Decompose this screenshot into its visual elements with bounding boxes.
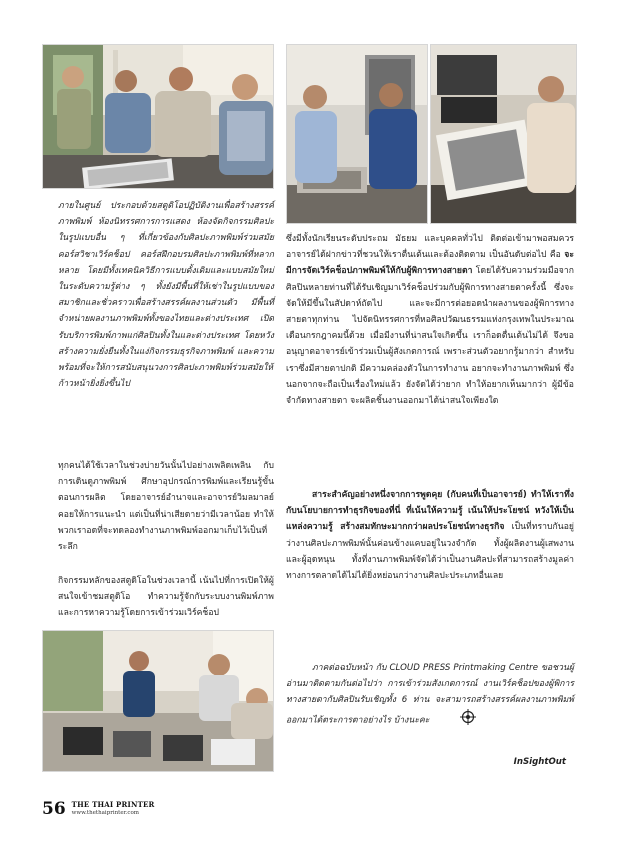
left-paragraph-2: ทุกคนได้ใช้เวลาในช่วงบ่ายวันนั้นไปอย่างเพลิดเพลิน กับการเดินดูภาพพิมพ์ ศึกษาอุปกรณ์การพิมพ์และเรียนรู้ขั้นตอนการผลิต โดยอาจารย์อำนาจและอาจารย์วิมลมาลย์ คอยให้การแนะนำ แต่เป็นที่น่าเสียดายว่ามีเวลาน้อย ทำให้พวกเราอดที่จะทดลองทำงานภาพพิมพ์ออกมาเก็บไว้เป็นที่ระลึก (58, 461, 274, 553)
photo-artist-discussion (286, 44, 428, 224)
right-paragraph-2 (286, 487, 574, 584)
photo-artist-image (287, 45, 427, 223)
right-para3-text: ภาคต่อฉบับหน้า กับ CLOUD PRESS Printmaking Centre ขอชวนผู้อ่านมาติดตามกันต่อไปว่า การเข้าร่วมสังเกตการณ์ งานเวิร์คช็อปของผู้พิการทางสายตากับศิลปินรับเชิญทั้ง 6 ท่าน จะสามารถสร้างสรรค์ผลงานภาพพิมพ์ออกมาได้ตระการตาอย่างไร บ้างนะคะ (286, 663, 574, 726)
photo-visitors-image (43, 45, 273, 188)
magazine-brand (72, 800, 155, 818)
left-intro-text: ภายในศูนย์ ประกอบด้วยสตูดิโอปฏิบัติงานเพื่อสร้างสรรค์ภาพพิมพ์ ห้องนิทรรศการการแสดง ห้องจัดกิจกรรมศิลปะในรูปแบบอื่น ๆ ที่เกี่ยวข้องกับศิลปะภาพพิมพ์ร่วมสมัย คอร์สวิชาเวิร์คช็อป คอร์สฝึกอบรมศิลปะภาพพิมพ์ที่หลากหลาย โดยมีทั้งเทคนิควิธีการแบบดั้งเดิมและแบบสมัยใหม่ ในระดับความรู้ต่าง ๆ ทั้งยังมีพื้นที่ให้เช่าในรูปแบบของสมาชิกและชั่วคราวเพื่อสร้างสรรค์ผลงานส่วนตัว มีพื้นที่จำหน่ายผลงานภาพพิมพ์ทั้งของไทยและต่างประเทศ เปิดรับบริการพิมพ์ภาพแก่ศิลปินทั้งในและต่างประเทศ โดยหวังสร้างความยั่งยืนทั้งในแง่กิจกรรมธุรกิจภาพพิมพ์ และความพร้อมที่จะให้การสนับสนุนวงการศิลปะภาพพิมพ์ร่วมสมัยให้ก้าวหน้ายิ่งยิ่งขึ้นไป (58, 201, 274, 390)
photo-visitors-studio (42, 44, 274, 189)
right-para1-part-3: โดยได้รับความร่วมมือจากศิลปินหลายท่านที่ได้รับเชิญมาเวิร์คช็อปร่วมกับผู้พิการทางสายตาครั้งนี้ ซึ่งจะจัดให้มีขึ้นในสัปดาห์ถัดไป และจะมีการต่อยอดนำผลงานของผู้พิการทางสายตาทุกท่าน ไปจัดนิทรรศการที่หอศิลปวัฒนธรรมแห่งกรุงเทพในประมาณเดือนกรกฎาคมนี้ด้วย เมื่อมีงานที่น่าสนใจเกิดขึ้น เราก็อดตื่นเต้นไม่ได้ จึงขออนุญาตอาจารย์เข้าร่วมเป็นผู้สังเกตการณ์ เพราะส่วนตัวอยากรู้มากว่า สำหรับเราซึ่งมีสายตาปกติ มีความคล่องตัวในการทำงาน อยากจะทำงานภาพพิมพ์ ซึ่งนอกจากจะถือเป็นเรื่องใหม่แล้ว ยังจัดได้ว่ายาก ทำให้อยากเห็นมากว่า ผู้มีข้อจำกัดทางสายตา จะผลิตชิ้นงานออกมาได้น่าสนใจเพียงใด (286, 266, 574, 407)
photo-table-image (43, 631, 273, 771)
photo-print-image (431, 45, 576, 223)
right-para1-part-2: จะมีการจัดเวิร์คช็อปภาพพิมพ์ให้กับผู้พิการทางสายตา (286, 250, 574, 277)
magazine-url[interactable]: www.thethaiprinter.com (71, 810, 139, 816)
left-paragraph-3: กิจกรรมหลักของสตูดิโอในช่วงเวลานี้ เน้นไปที่การเปิดให้ผู้สนใจเข้าชมสตูดิโอ ทำความรู้จักกับระบบงานพิมพ์ภาพ และการหาความรู้โดยการเข้าร่วมเวิร์คช็อป (58, 576, 274, 619)
right-para1-part-1: ซึ่งมีทั้งนักเรียนระดับประถม มัธยม และบุคคลทั่วไป ติดต่อเข้ามาพอสมควร อาจารย์ได้ฝากข่าวที่ชวนให้เราตื่นเต้นและต้องติดตาม เป็นอันดับต่อไป คือ (286, 234, 574, 261)
author-signoff: InSightOut (513, 757, 566, 767)
right-para2-part-1: สาระสำคัญอย่างหนึ่งจากการพูดคุย (กับคนที่เป็นอาจารย์) ทำให้เราทึ่งกับนโยบายการทำธุรกิจของที่นี่ ที่เน้นให้ความรู้ เน้นให้ประโยชน์ หวังให้เป็นแหล่งความรู้ สร้างสมทักษะมากกว่าผลประโยชน์ทางธุรกิจ (286, 490, 574, 533)
right-paragraph-3 (286, 660, 574, 731)
page-number: 56 (42, 799, 66, 819)
magazine-name: THE THAI PRINTER (71, 800, 155, 809)
photo-prints-table (42, 630, 274, 772)
crosshair-icon (434, 709, 476, 731)
right-para2-part-2: เป็นที่ทราบกันอยู่ ว่างานศิลปะภาพพิมพ์นั้นค่อนข้างแคบอยู่ในวงจำกัด ทั้งผู้ผลิตงานผู้เสพงาน และผู้อุดหนุน ทั้งที่งานภาพพิมพ์จัดได้ว่าเป็นงานศิลปะที่สามารถสร้างมูลค่าทางการตลาดได้ไม่ได้ยิ่งหย่อนกว่างานศิลปะประเภทอื่นเลย (286, 522, 574, 582)
photo-print-examination (430, 44, 577, 224)
right-paragraph-1 (286, 231, 574, 409)
page-footer (42, 800, 155, 818)
